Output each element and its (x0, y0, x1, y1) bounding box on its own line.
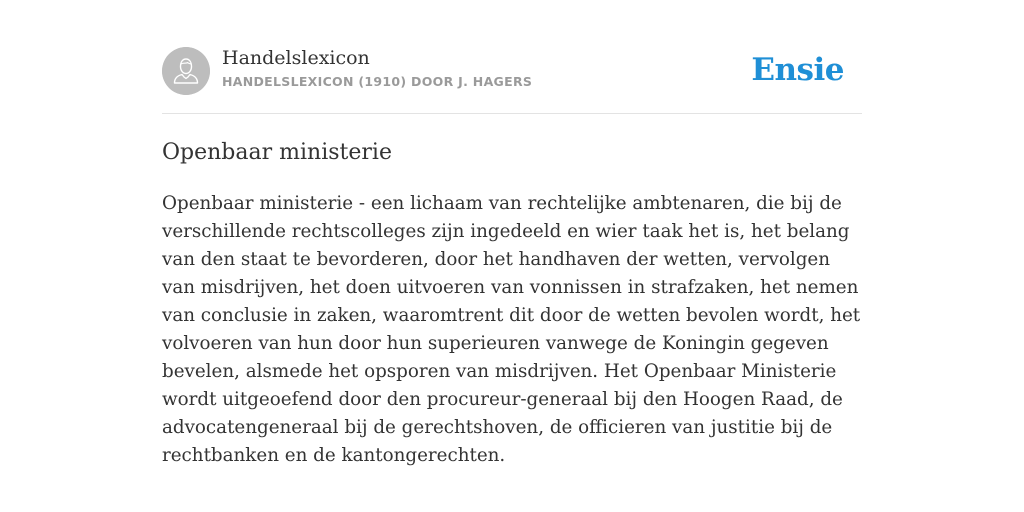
source-title[interactable]: Handelslexicon (222, 47, 370, 69)
ensie-logo[interactable]: Ensie (751, 52, 844, 88)
person-outline-icon (162, 47, 210, 95)
entry-header (162, 46, 862, 96)
source-subtitle: HANDELSLEXICON (1910) DOOR J. HAGERS (222, 74, 533, 89)
entry-card (162, 0, 862, 512)
entry-definition: Openbaar ministerie - een lichaam van rechtelijke ambtenaren, die bij de verschillende rechtscolleges zijn ingedeeld en wier taak het is, het belang van den staat te bevorderen, door het handhaven der wetten, vervolgen van misdrijven, het doen uitvoeren van vonnissen in strafzaken, het nemen van conclusie in zaken, waaromtrent dit door de wetten bevolen wordt, het volvoeren van hun door hun superieuren vanwege de Koningin gegeven bevelen, alsmede het opsporen van misdrijven. Het Openbaar Ministerie wordt uitgeoefend door den procureur-generaal bij den Hoogen Raad, de advocatengeneraal bij de gerechtshoven, de officieren van justitie bij de rechtbanken en de kantongerechten. (162, 193, 861, 466)
header-divider (162, 113, 862, 114)
user-avatar-icon[interactable] (162, 47, 210, 95)
entry-term-title: Openbaar ministerie (162, 140, 392, 165)
